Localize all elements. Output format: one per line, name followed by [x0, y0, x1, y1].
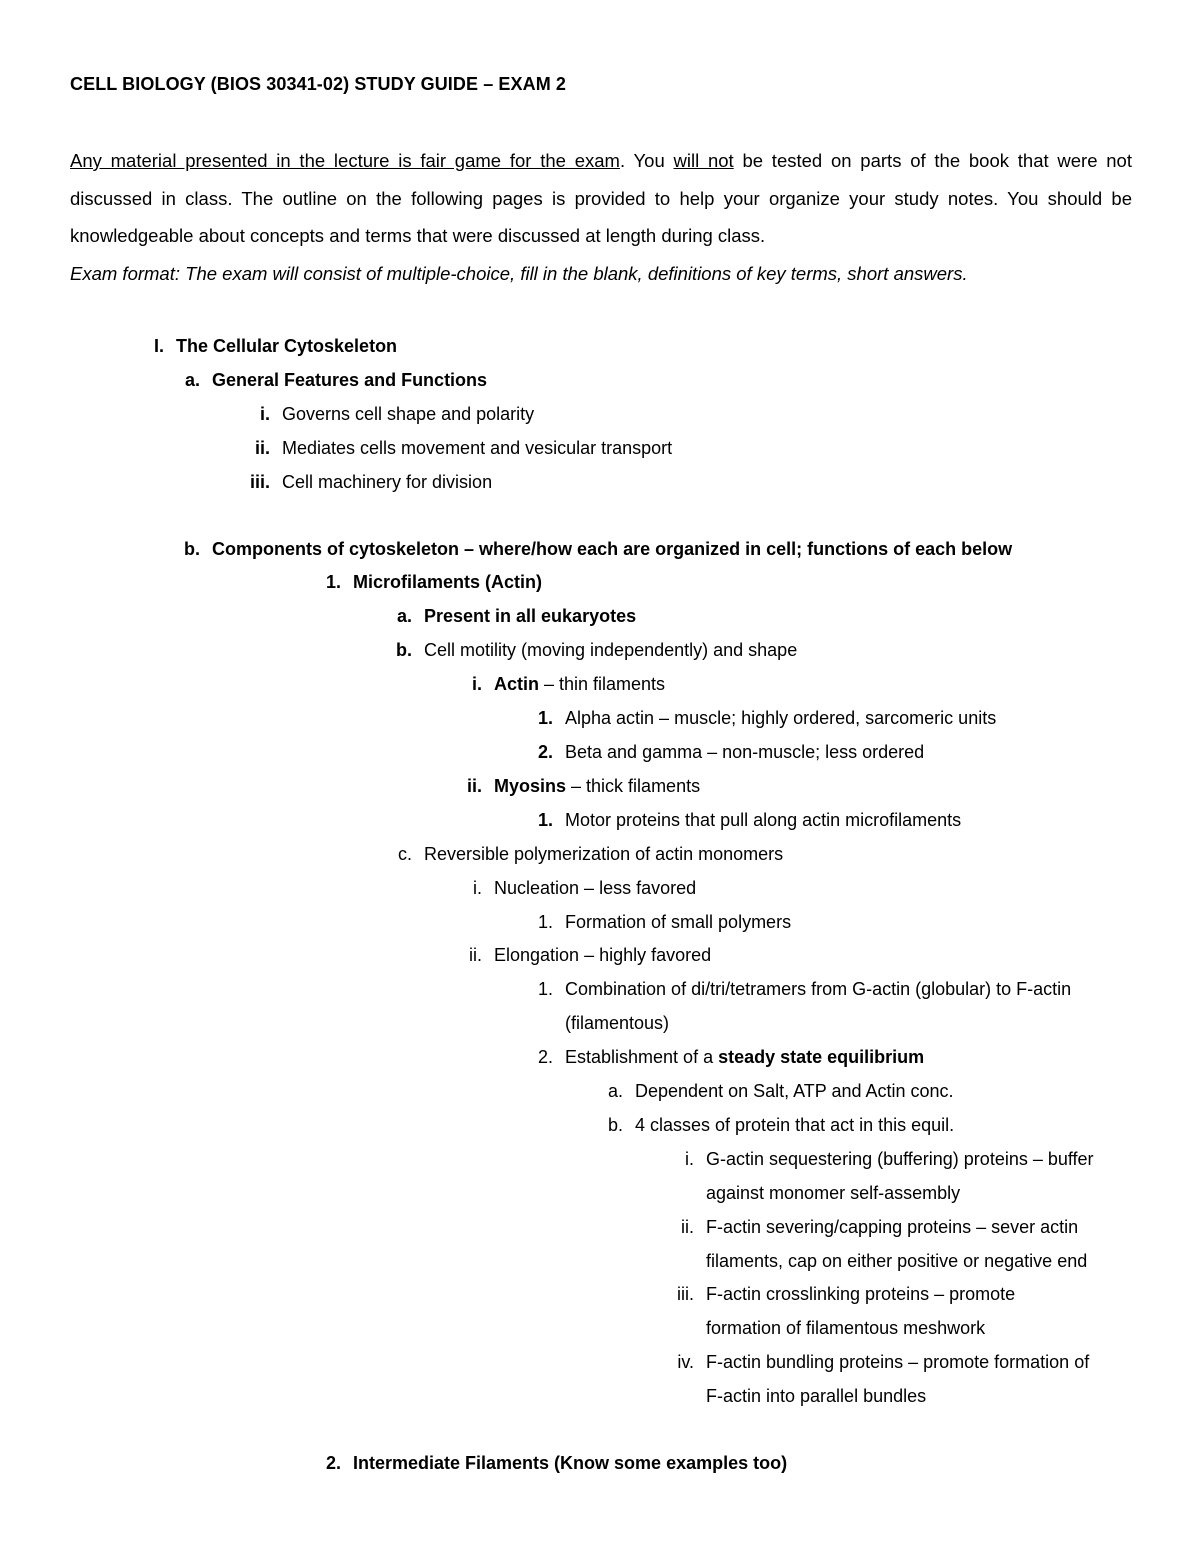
outline-item: iii. Cell machinery for division	[249, 472, 493, 492]
intro-paragraph: Any material presented in the lecture is fair game for the exam. You will not be tested on parts of the book that were not discussed in class. The outline on the following pages is provided to help your organize your study notes. You should be knowledgeable about concepts and terms that were discussed at length during class. Exam format: The exam will consist of multiple-choice, fill in the blank, definitions of key terms, short answers.	[70, 150, 1132, 284]
outline-item-continued: filaments, cap on either positive or negative end	[706, 1251, 1088, 1271]
outline-microfilaments: 1. Microfilaments (Actin)	[325, 572, 543, 592]
document-title: CELL BIOLOGY (BIOS 30341-02) STUDY GUIDE – EXAM 2	[70, 74, 567, 94]
outline-item: c. Reversible polymerization of actin monomers	[397, 844, 784, 864]
outline-item: 1. Formation of small polymers	[537, 912, 792, 932]
outline-item: b. 4 classes of protein that act in this equil.	[607, 1115, 955, 1135]
outline-item: 2. Establishment of a steady state equilibrium	[537, 1047, 925, 1067]
fair-game-underlined: Any material presented in the lecture is fair game for the exam	[70, 150, 620, 171]
outline-item-continued: F-actin into parallel bundles	[706, 1386, 927, 1406]
outline-item: ii. Myosins – thick filaments	[466, 776, 701, 796]
outline-item: i. Actin – thin filaments	[471, 674, 666, 694]
outline-item: iii. F-actin crosslinking proteins – promote	[677, 1284, 1016, 1304]
outline-item: iv. F-actin bundling proteins – promote formation of	[677, 1352, 1090, 1372]
outline-item: ii. Mediates cells movement and vesicular transport	[254, 438, 673, 458]
outline-item-continued: against monomer self-assembly	[706, 1183, 961, 1203]
outline-item-continued: (filamentous)	[565, 1013, 670, 1033]
exam-format-note: Exam format: The exam will consist of multiple-choice, fill in the blank, definitions of key terms, short answers.	[70, 262, 968, 284]
outline-item: ii. Elongation – highly favored	[469, 945, 712, 965]
outline-item-continued: formation of filamentous meshwork	[706, 1318, 986, 1338]
will-not-underlined: will not	[673, 150, 734, 171]
outline-item: i. Nucleation – less favored	[473, 878, 697, 898]
outline-item: i. G-actin sequestering (buffering) proteins – buffer	[685, 1149, 1094, 1169]
outline-general-features: a. General Features and Functions	[184, 370, 488, 390]
outline-item: 1. Alpha actin – muscle; highly ordered, sarcomeric units	[537, 708, 997, 728]
outline-item: 1. Combination of di/tri/tetramers from G-actin (globular) to F-actin	[537, 979, 1072, 999]
outline-item: a. Dependent on Salt, ATP and Actin conc.	[607, 1081, 954, 1101]
outline-item: 1. Motor proteins that pull along actin microfilaments	[537, 810, 962, 830]
outline-item: 2. Beta and gamma – non-muscle; less ordered	[537, 742, 925, 762]
outline-intermediate-filaments: 2. Intermediate Filaments (Know some examples too)	[325, 1453, 788, 1473]
outline-section-cytoskeleton: I. The Cellular Cytoskeleton	[153, 336, 398, 356]
outline-item: i. Governs cell shape and polarity	[259, 404, 535, 424]
outline-item: b. Cell motility (moving independently) and shape	[396, 640, 798, 660]
outline-item: ii. F-actin severing/capping proteins – sever actin	[681, 1217, 1079, 1237]
outline-components: b. Components of cytoskeleton – where/how each are organized in cell; functions of each below	[184, 539, 1013, 559]
outline-item: a. Present in all eukaryotes	[396, 606, 637, 626]
